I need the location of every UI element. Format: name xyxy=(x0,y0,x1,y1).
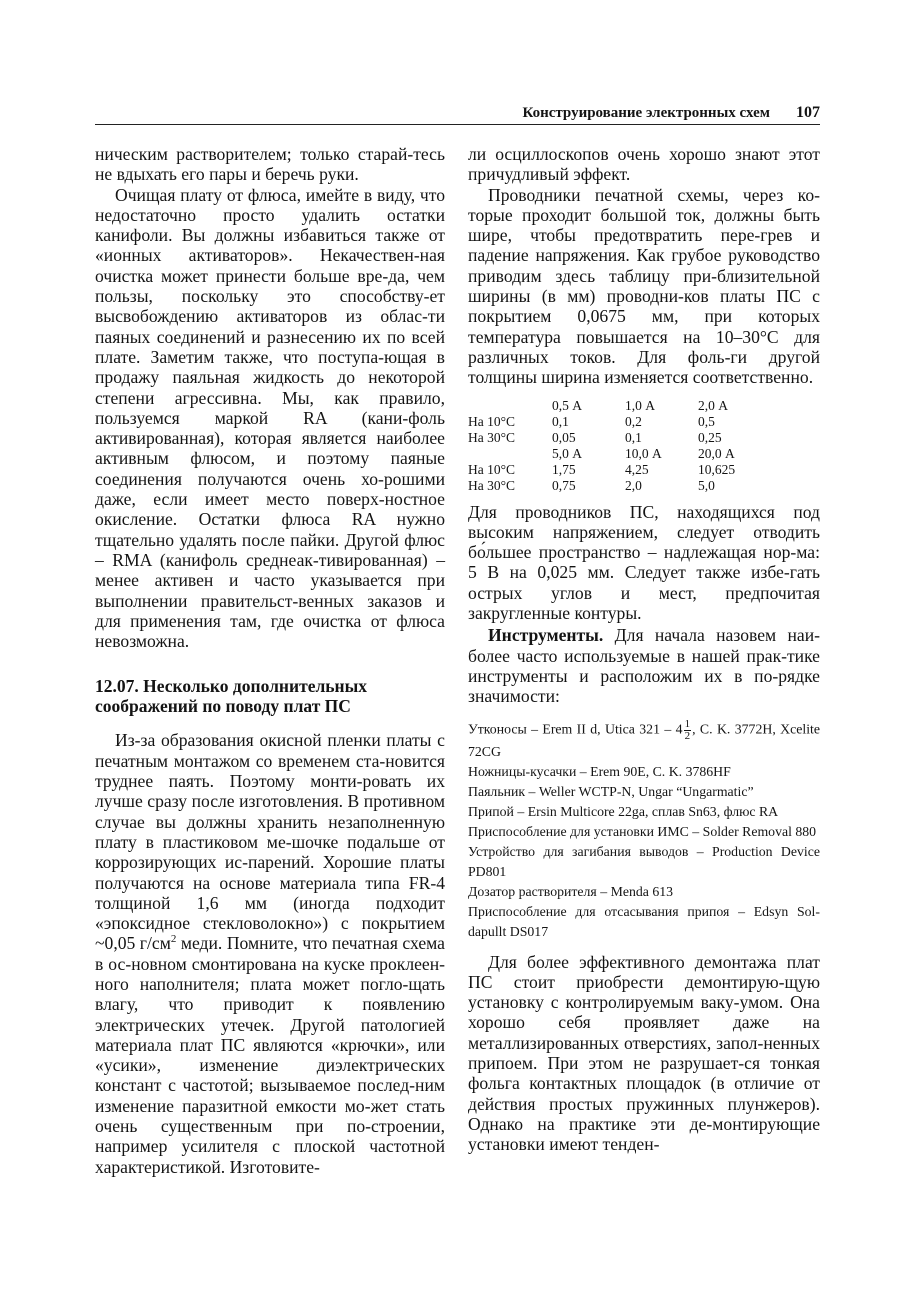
tool-item-text-2: , C. K. 3772H, Xcelite 72CG xyxy=(468,721,820,759)
table-cell: 0,1 xyxy=(625,429,642,445)
page-number: 107 xyxy=(796,104,820,121)
table-cell: 5,0 А xyxy=(552,445,582,461)
tools-list xyxy=(468,719,820,942)
paragraph-conductor-width: Проводники печатной схемы, через ко-торые проходит большой ток, должны быть шире, чтобы предотвратить пере-грев и падение напряжения. Как грубое руководство приводим здесь таблицу при-близительной ширины (в мм) проводни-ков платы ПС с покрытием 0,0675 мм, при которых температура повышается на 10–30°С для различных токов. Для фоль-ги другой толщины ширина изменяется соответственно. xyxy=(468,184,820,388)
table-cell: 1,0 А xyxy=(625,397,655,413)
superscript-exponent: 2 xyxy=(170,933,177,946)
table-row xyxy=(468,446,768,462)
table-cell: 2,0 А xyxy=(698,397,728,413)
table-cell: 0,25 xyxy=(698,429,722,445)
table-row xyxy=(468,430,768,446)
paragraph-desoldering: Для более эффективного демонтажа плат ПС стоит приобрести демонтирую-щую установку с контролируемым ваку-умом. Она хорошо себя проявляет даже на металлизированных отверстиях, запол-ненных припоем. При этом не разрушает-ся тонкая фольга контактных площадок (в отличие от действия простых пружинных плунжеров). Однако на практике эти де-монтирующие установки имеют тенден- xyxy=(468,951,820,1155)
section-heading: 12.07. Несколько дополнительных соображений по поводу плат ПС xyxy=(95,676,368,717)
table-row-label: На 10°С xyxy=(468,461,516,477)
fraction-numerator: 1 xyxy=(684,717,691,730)
table-cell: 10,625 xyxy=(698,461,736,477)
table-cell: 0,2 xyxy=(625,413,642,429)
table-cell: 20,0 А xyxy=(698,445,735,461)
tool-item xyxy=(468,719,820,762)
table-cell: 1,75 xyxy=(552,461,576,477)
table-cell: 10,0 А xyxy=(625,445,662,461)
paragraph-oscilloscopes: ли осциллоскопов очень хорошо знают этот причудливый эффект. xyxy=(468,144,820,185)
pcb-storage-text-1: Из-за образования окисной пленки платы с печатным монтажом со временем ста-новится труднее паять. Поэтому монти-ровать их лучше сразу после изготовления. В противном случае вы должны хранить незаполненную плату в пластиковом ме-шочке подальше от коррозирующих ис-парений. Хорошие платы получаются на основе материала типа FR-4 толщиной 1,6 мм (иногда подходит «эпоксидное стекловолокно») с покрытием ~0,05 г/см xyxy=(95,730,445,954)
table-cell: 5,0 xyxy=(698,477,715,493)
right-column xyxy=(468,144,820,1155)
table-cell: 0,5 А xyxy=(552,397,582,413)
paragraph-tools-intro xyxy=(468,625,820,706)
table-cell: 2,0 xyxy=(625,477,642,493)
paragraph-continuation: ническим растворителем; только старай-тесь не вдыхать его пары и беречь руки. xyxy=(95,144,445,185)
table-cell: 0,5 xyxy=(698,413,715,429)
paragraph-high-voltage: Для проводников ПС, находящихся под высоким напряжением, следует отводить бо́льшее пространство – надлежащая нор-ма: 5 В на 0,025 мм. Следует также избе-гать острых углов и мест, предпочитая закругленные контуры. xyxy=(468,501,820,624)
table-row-label: На 10°С xyxy=(468,413,516,429)
table-row xyxy=(468,414,768,430)
running-title: Конструирование электронных схем xyxy=(522,105,770,121)
tools-run-in-heading: Инструменты. xyxy=(488,625,604,646)
table-row-label: На 30°С xyxy=(468,429,516,445)
tool-item: Ножницы-кусачки – Erem 90E, C. K. 3786HF xyxy=(468,763,731,779)
left-column xyxy=(95,144,445,1177)
tool-item: Дозатор растворителя – Menda 613 xyxy=(468,883,674,899)
table-row-label xyxy=(468,446,552,462)
tool-item: Приспособление для установки ИМС – Solder Removal 880 xyxy=(468,823,817,839)
table-row xyxy=(468,398,768,414)
paragraph-flux-cleaning: Очищая плату от флюса, имейте в виду, что недостаточно просто удалить остатки канифоли. Вы должны избавиться также от «ионных активаторов». Некачествен-ная очистка может принести больше вре-да, чем пользы, поскольку это способству-ет высвобождению активаторов из облас-ти паяных соединений и разнесению их по всей плате. Заметим также, что поступа-ющая в продажу паяльная жидкость до некоторой степени агрессивна. Мы, как правило, пользуемся маркой RA (кани-фоль активированная), которая является наиболее активным флюсом, и поэтому паяные соединения получаются очень хо-рошими даже, если имеет место поверх-ностное окисление. Остатки флюса RA нужно тщательно удалять после пайки. Другой флюс – RMA (канифоль среднеак-тивированная) – менее активен и часто указывается при выполнении правительст-венных заказов и для применения там, где очистка от флюса невозможна. xyxy=(95,184,445,652)
conductor-width-table xyxy=(468,398,768,494)
fraction-denominator: 2 xyxy=(684,729,691,742)
fraction-one-half xyxy=(684,719,692,742)
table-cell: 4,25 xyxy=(625,461,649,477)
table-cell: 0,75 xyxy=(552,477,576,493)
table-cell: 0,1 xyxy=(552,413,569,429)
page-header xyxy=(95,104,820,125)
tool-item: Паяльник – Weller WCTP-N, Ungar “Ungarmatic” xyxy=(468,783,754,799)
table-cell: 0,05 xyxy=(552,429,576,445)
table-row xyxy=(468,478,768,494)
paragraph-pcb-storage xyxy=(95,730,445,1177)
pcb-storage-text-2: меди. Помните, что печатная схема в ос-новном смонтирована на куске проклеен-ного наполнителя; плата может погло-щать влагу, что приводит к появлению электрических утечек. Другой патологией материала плат ПС являются «крючки», или «усики», изменение диэлектрических констант с частотой; вызываемое послед-ним изменение паразитной емкости мо-жет стать очень существенным при по-строении, например усилителя с плоской частотной характеристикой. Изготовите- xyxy=(95,933,445,1177)
tools-intro-text: Для начала назовем наи-более часто используемые в нашей прак-тике инструменты и расположим их в по-рядке значимости: xyxy=(468,625,820,707)
tool-item-text-1: Утконосы – Erem II d, Utica 321 – 4 xyxy=(468,721,683,737)
tool-item: Припой – Ersin Multicore 22ga, сплав Sn63, флюс RA xyxy=(468,803,779,819)
table-row-label: На 30°С xyxy=(468,477,516,493)
table-row-label xyxy=(468,398,552,414)
tool-item: Устройство для загибания выводов – Production Device PD801 xyxy=(468,843,820,879)
table-row xyxy=(468,462,768,478)
tool-item: Приспособление для отсасывания припоя – Edsyn Sol-dapullt DS017 xyxy=(468,903,820,939)
